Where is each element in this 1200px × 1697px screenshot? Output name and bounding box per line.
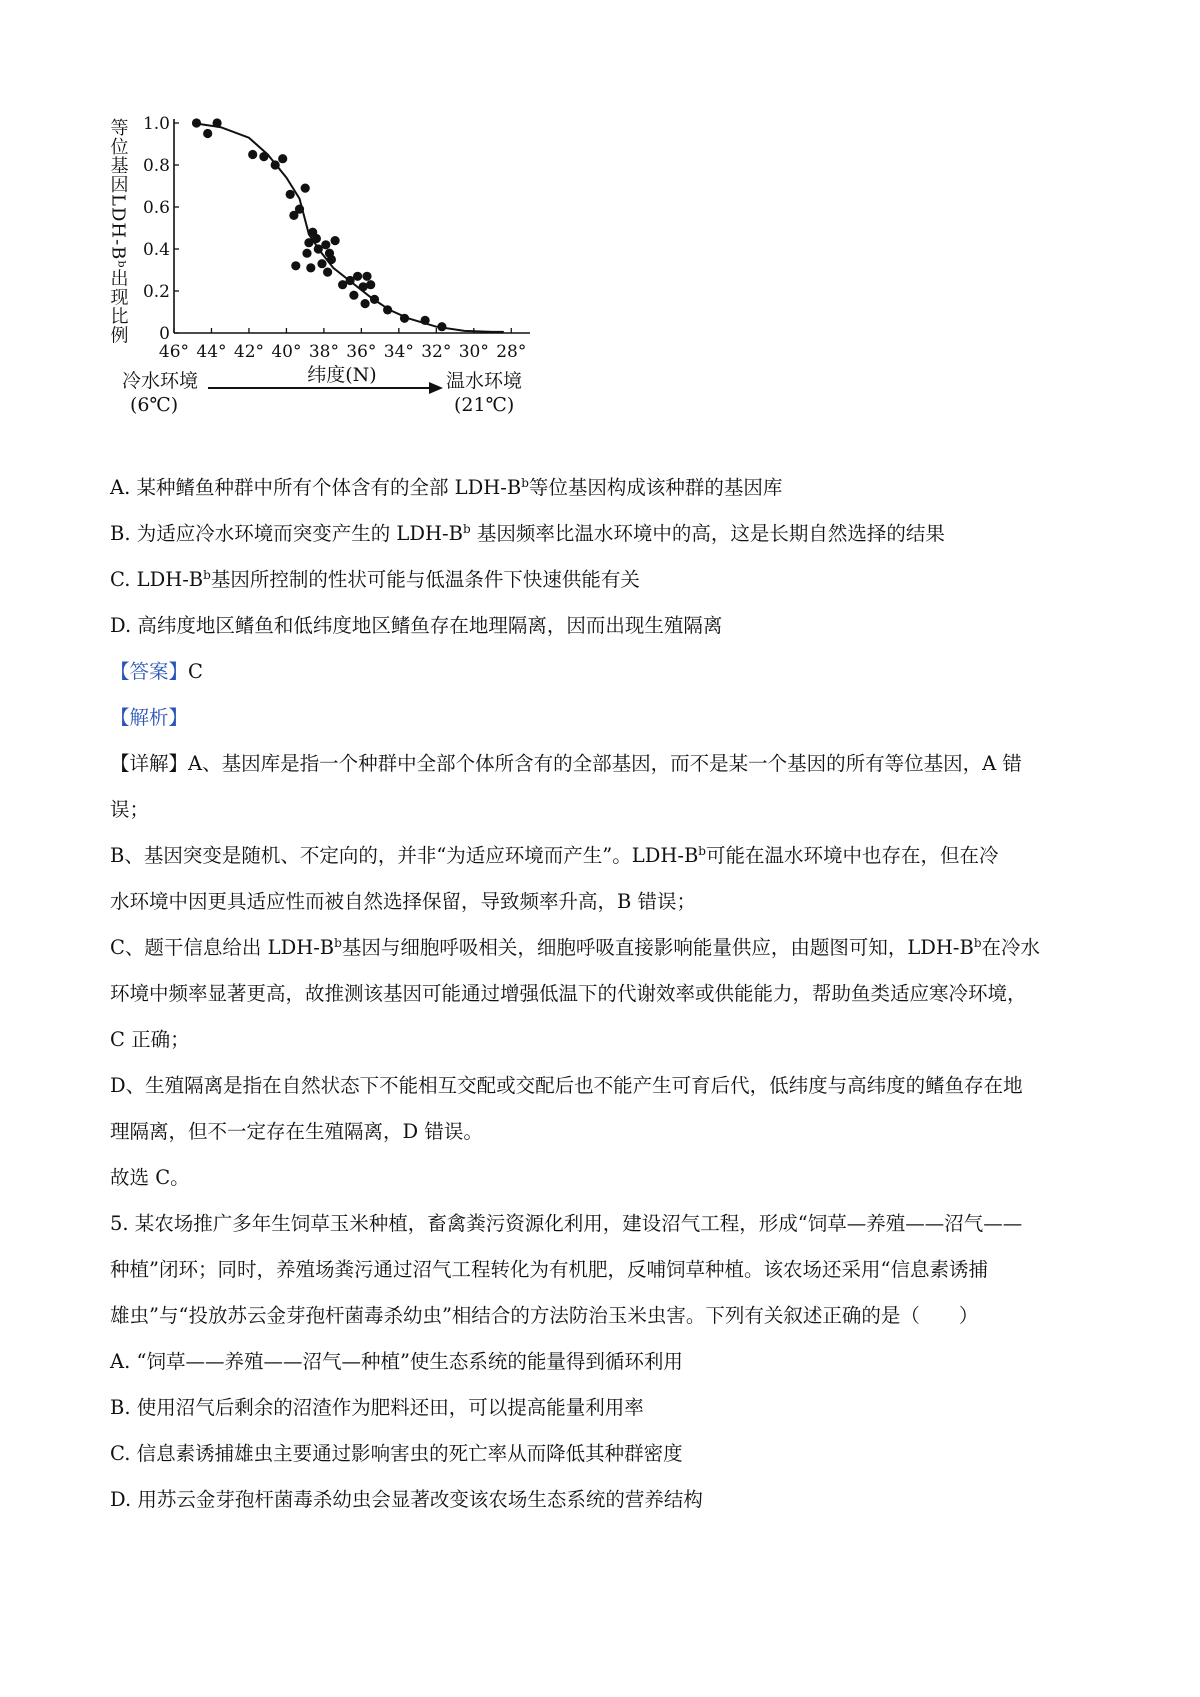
data-point — [353, 272, 362, 281]
data-point — [213, 118, 222, 127]
detail-b-line2: 水环境中因更具适应性而被自然选择保留，导致频率升高，B 错误； — [110, 890, 697, 913]
data-point — [362, 272, 371, 281]
data-point — [366, 280, 375, 289]
data-point — [400, 314, 409, 323]
detail-a-line1 — [110, 750, 1022, 778]
y-tick-label: 0.6 — [142, 198, 170, 218]
data-point — [327, 255, 336, 264]
fitted-curve — [193, 123, 504, 332]
text-run: A. 某种鳍鱼种群中所有个体含有的全部 LDH-B — [110, 476, 522, 499]
data-point — [317, 259, 326, 268]
data-point — [302, 249, 311, 258]
data-point — [248, 150, 257, 159]
data-point — [192, 118, 201, 127]
q4-option-b — [110, 520, 945, 548]
x-tick-label: 38° — [308, 342, 339, 362]
y-tick-label: 0.8 — [142, 156, 170, 176]
y-tick-label: 0.4 — [142, 240, 170, 260]
q5-option-b: B. 使用沼气后剩余的沼渣作为肥料还田，可以提高能量利用率 — [110, 1396, 644, 1419]
text-run: 基因所控制的性状可能与低温条件下快速供能有关 — [210, 568, 640, 591]
data-point — [361, 299, 370, 308]
detail-d-line2: 理隔离，但不一定存在生殖隔离，D 错误。 — [110, 1120, 483, 1143]
data-point — [259, 152, 268, 161]
data-point — [301, 184, 310, 193]
analysis-label: 【解析】 — [110, 706, 189, 729]
text-run: C. LDH-B — [110, 568, 204, 591]
data-point — [306, 263, 315, 272]
q5-option-a: A. “饲草——养殖——沼气—种植”使生态系统的能量得到循环利用 — [110, 1350, 683, 1373]
x-tick-label: 30° — [458, 342, 489, 362]
q4-option-a — [110, 474, 782, 502]
y-tick-label: 0 — [159, 324, 170, 344]
x-tick-label: 28° — [496, 342, 527, 362]
q4-option-c — [110, 566, 640, 594]
y-tick-label: 0.2 — [142, 282, 170, 302]
text-run: B. 为适应冷水环境而突变产生的 LDH-B — [110, 522, 463, 545]
superscript-b: b — [973, 936, 982, 950]
data-point — [383, 305, 392, 314]
x-tick-label: 32° — [421, 342, 452, 362]
latitude-axis-label: 纬度(N) — [307, 364, 377, 386]
y-axis-label: 等位基因LDH-Bᵇ出现比例 — [107, 118, 129, 345]
text-run: A、基因库是指一个种群中全部个体所含有的全部基因，而不是某一个基因的所有等位基因，A 错 — [188, 752, 1022, 775]
text-run: B、基因突变是随机、不定向的，并非“为适应环境而产生”。LDH-B — [110, 844, 699, 867]
data-point — [349, 291, 358, 300]
q5-stem-line3: 雄虫”与“投放苏云金芽孢杆菌毒杀幼虫”相结合的方法防治玉米虫害。下列有关叙述正确的是（ ） — [110, 1304, 979, 1327]
x-tick-label: 46° — [158, 342, 190, 362]
q5-stem-line2: 种植”闭环；同时，养殖场粪污通过沼气工程转化为有机肥，反哺饲草种植。该农场还采用“信息素诱捕 — [110, 1258, 988, 1281]
text-run: 基因频率比温水环境中的高，这是长期自然选择的结果 — [470, 522, 945, 545]
data-point — [321, 240, 330, 249]
detail-a-line2: 误； — [110, 798, 150, 821]
data-point — [331, 236, 340, 245]
superscript-b: b — [334, 936, 342, 950]
conclusion: 故选 C。 — [110, 1166, 190, 1189]
q5-option-c: C. 信息素诱捕雄虫主要通过影响害虫的死亡率从而降低其种群密度 — [110, 1442, 683, 1465]
data-point — [295, 205, 304, 214]
cold-water-temp: (6℃) — [130, 394, 179, 416]
warm-water-label: 温水环境 — [446, 370, 523, 392]
detail-d-line1: D、生殖隔离是指在自然状态下不能相互交配或交配后也不能产生可育后代，低纬度与高纬度的鳍鱼存在地 — [110, 1074, 1023, 1097]
q4-option-d: D. 高纬度地区鳍鱼和低纬度地区鳍鱼存在地理隔离，因而出现生殖隔离 — [110, 614, 723, 637]
data-point — [312, 234, 321, 243]
answer-label: 【答案】 — [110, 660, 189, 683]
x-tick-label: 42° — [233, 342, 265, 362]
answer-value: C — [188, 660, 203, 683]
data-point — [271, 160, 280, 169]
superscript-b: b — [521, 476, 529, 490]
text-run: 可能在温水环境中也存在，但在冷 — [705, 844, 999, 867]
detail-c-line2: 环境中频率显著更高，故推测该基因可能通过增强低温下的代谢效率或供能能力，帮助鱼类适应寒冷环境， — [110, 982, 1027, 1005]
data-point — [421, 316, 430, 325]
q5-option-d: D. 用苏云金芽孢杆菌毒杀幼虫会显著改变该农场生态系统的营养结构 — [110, 1488, 703, 1511]
data-point — [291, 261, 300, 270]
y-tick-label: 1.0 — [142, 114, 170, 134]
warm-water-temp: (21℃) — [454, 394, 515, 416]
text-run: 在冷水 — [981, 936, 1041, 959]
figure-latitude-allele — [107, 112, 580, 452]
scatter-chart — [107, 112, 580, 452]
text-run: 等位基因构成该种群的基因库 — [528, 476, 783, 499]
x-tick-label: 40° — [271, 342, 302, 362]
data-point — [437, 322, 446, 331]
text-run: 基因与细胞呼吸相关，细胞呼吸直接影响能量供应，由题图可知，LDH-B — [341, 936, 974, 959]
text-run: C、题干信息给出 LDH-B — [110, 936, 335, 959]
data-point — [278, 154, 287, 163]
cold-water-label: 冷水环境 — [122, 370, 199, 392]
superscript-b: b — [462, 522, 471, 536]
answer-line — [110, 658, 203, 686]
data-point — [203, 129, 212, 138]
x-tick-label: 44° — [196, 342, 227, 362]
data-point — [370, 295, 379, 304]
detail-c-line3: C 正确； — [110, 1028, 190, 1051]
detail-b-line1 — [110, 842, 998, 870]
detail-label: 【详解】 — [110, 752, 189, 775]
arrow-head-icon — [429, 382, 443, 394]
q5-stem-line1: 5. 某农场推广多年生饲草玉米种植，畜禽粪污资源化利用，建设沼气工程，形成“饲草—养殖——沼气—— — [110, 1212, 1023, 1235]
superscript-b: b — [203, 568, 211, 582]
detail-c-line1 — [110, 934, 1040, 962]
x-tick-label: 34° — [383, 342, 414, 362]
superscript-b: b — [698, 844, 706, 858]
data-point — [323, 268, 332, 277]
x-tick-label: 36° — [346, 342, 377, 362]
data-point — [286, 190, 295, 199]
